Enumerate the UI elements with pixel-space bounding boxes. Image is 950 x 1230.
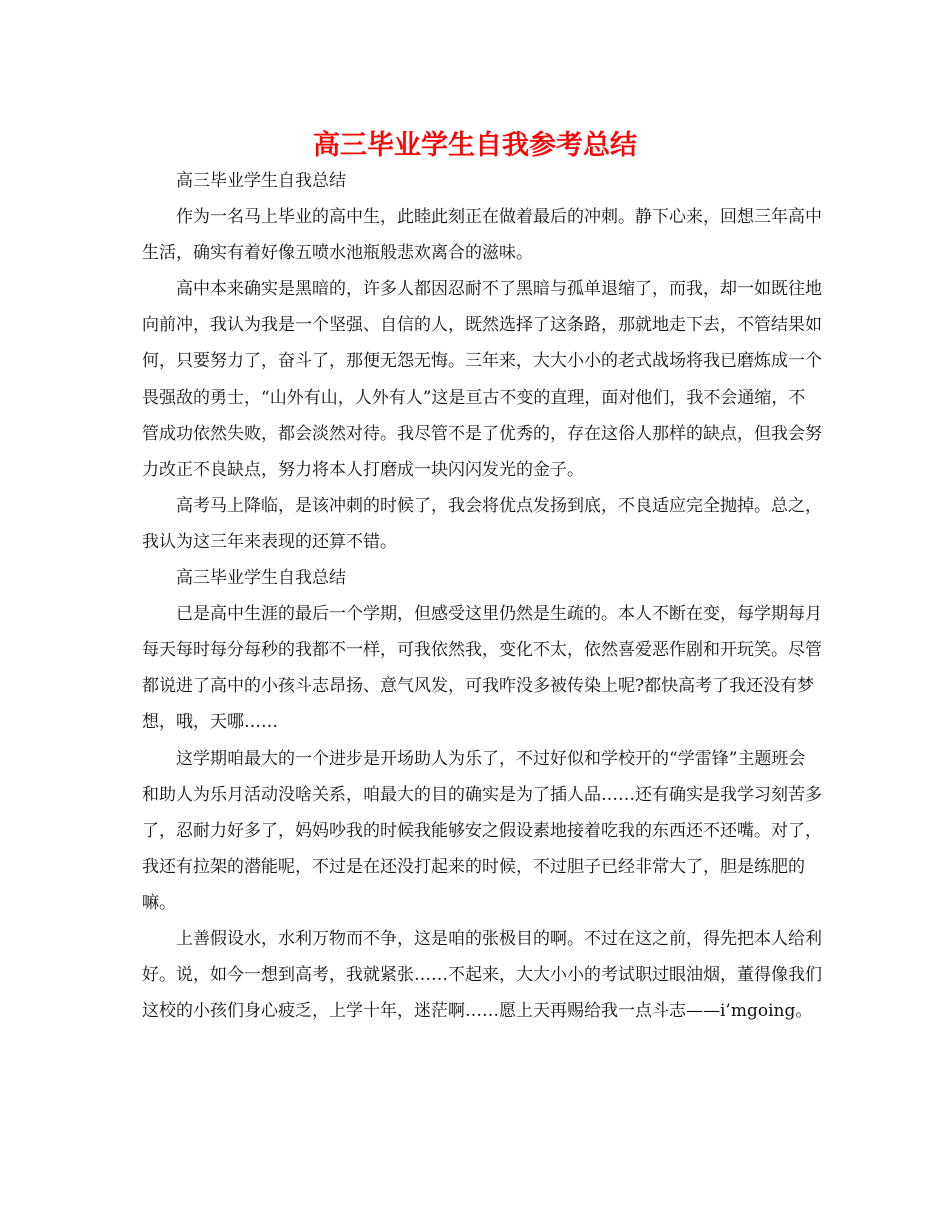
paragraph-2: 高中本来确实是黑暗的，许多人都因忍耐不了黑暗与孤单退缩了，而我，却一如既往地向前冲，我认为我是一个坚强、自信的人，既然选择了这条路，那就地走下去，不管结果如何，只要努力了，奋斗了，那便无怨无悔。三年来，大大小小的老式战场将我已磨炼成一个畏强敌的勇士，“山外有山，人外有人”这是亘古不变的直理，面对他们，我不会通缩，不管成功依然失败，都会淡然对待。我尽管不是了优秀的，存在这俗人那样的缺点，但我会努力改正不良缺点，努力将本人打磨成一块闪闪发光的金子。: [142, 279, 822, 480]
paragraph-3: 高考马上降临，是该冲刺的时候了，我会将优点发扬到底，不良适应完全抛掉。总之，我认为这三年来表现的还算不错。: [142, 495, 822, 552]
paragraph-4: 已是高中生涯的最后一个学期，但感受这里仍然是生疏的。本人不断在变，每学期每月每天每时每分每秒的我都不一样，可我依然我，变化不太，依然喜爱恶作剧和开玩笑。尽管都说进了高中的小孩斗志昂扬、意气风发，可我咋没多被传染上呢?都快高考了我还没有梦想，哦，天哪……: [142, 604, 822, 733]
paragraph-1: 作为一名马上毕业的高中生，此睦此刻正在做着最后的冲刺。静下心来，回想三年高中生活，确实有着好像五喷水池瓶般悲欢离合的滋味。: [142, 207, 822, 264]
document-title: 高三毕业学生自我参考总结: [313, 130, 637, 161]
paragraph-5: 这学期咱最大的一个进步是开场助人为乐了，不过好似和学校开的“学雷锋”主题班会和助人为乐月活动没啥关系，咱最大的目的确实是为了插人品……还有确实是我学习刻苦多了，忍耐力好多了，妈妈吵我的时候我能够安之假设素地接着吃我的东西还不还嘴。对了，我还有拉架的潜能呢，不过是在还没打起来的时候，不过胆子已经非常大了，胆是练肥的嘛。: [142, 748, 822, 913]
section-heading-2: 高三毕业学生自我总结: [176, 568, 346, 589]
document-body: [142, 163, 822, 1029]
paragraph-6: 上善假设水，水利万物而不争，这是咱的张极目的啊。不过在这之前，得先把本人给利好。说，如今一想到高考，我就紧张……不起来，大大小小的考试职过眼油烟，董得像我们这校的小孩们身心疲乏，上学十年，迷茫啊……愿上天再赐给我一点斗志——i’mgoing。: [142, 928, 822, 1022]
section-heading-1: 高三毕业学生自我总结: [176, 171, 346, 191]
